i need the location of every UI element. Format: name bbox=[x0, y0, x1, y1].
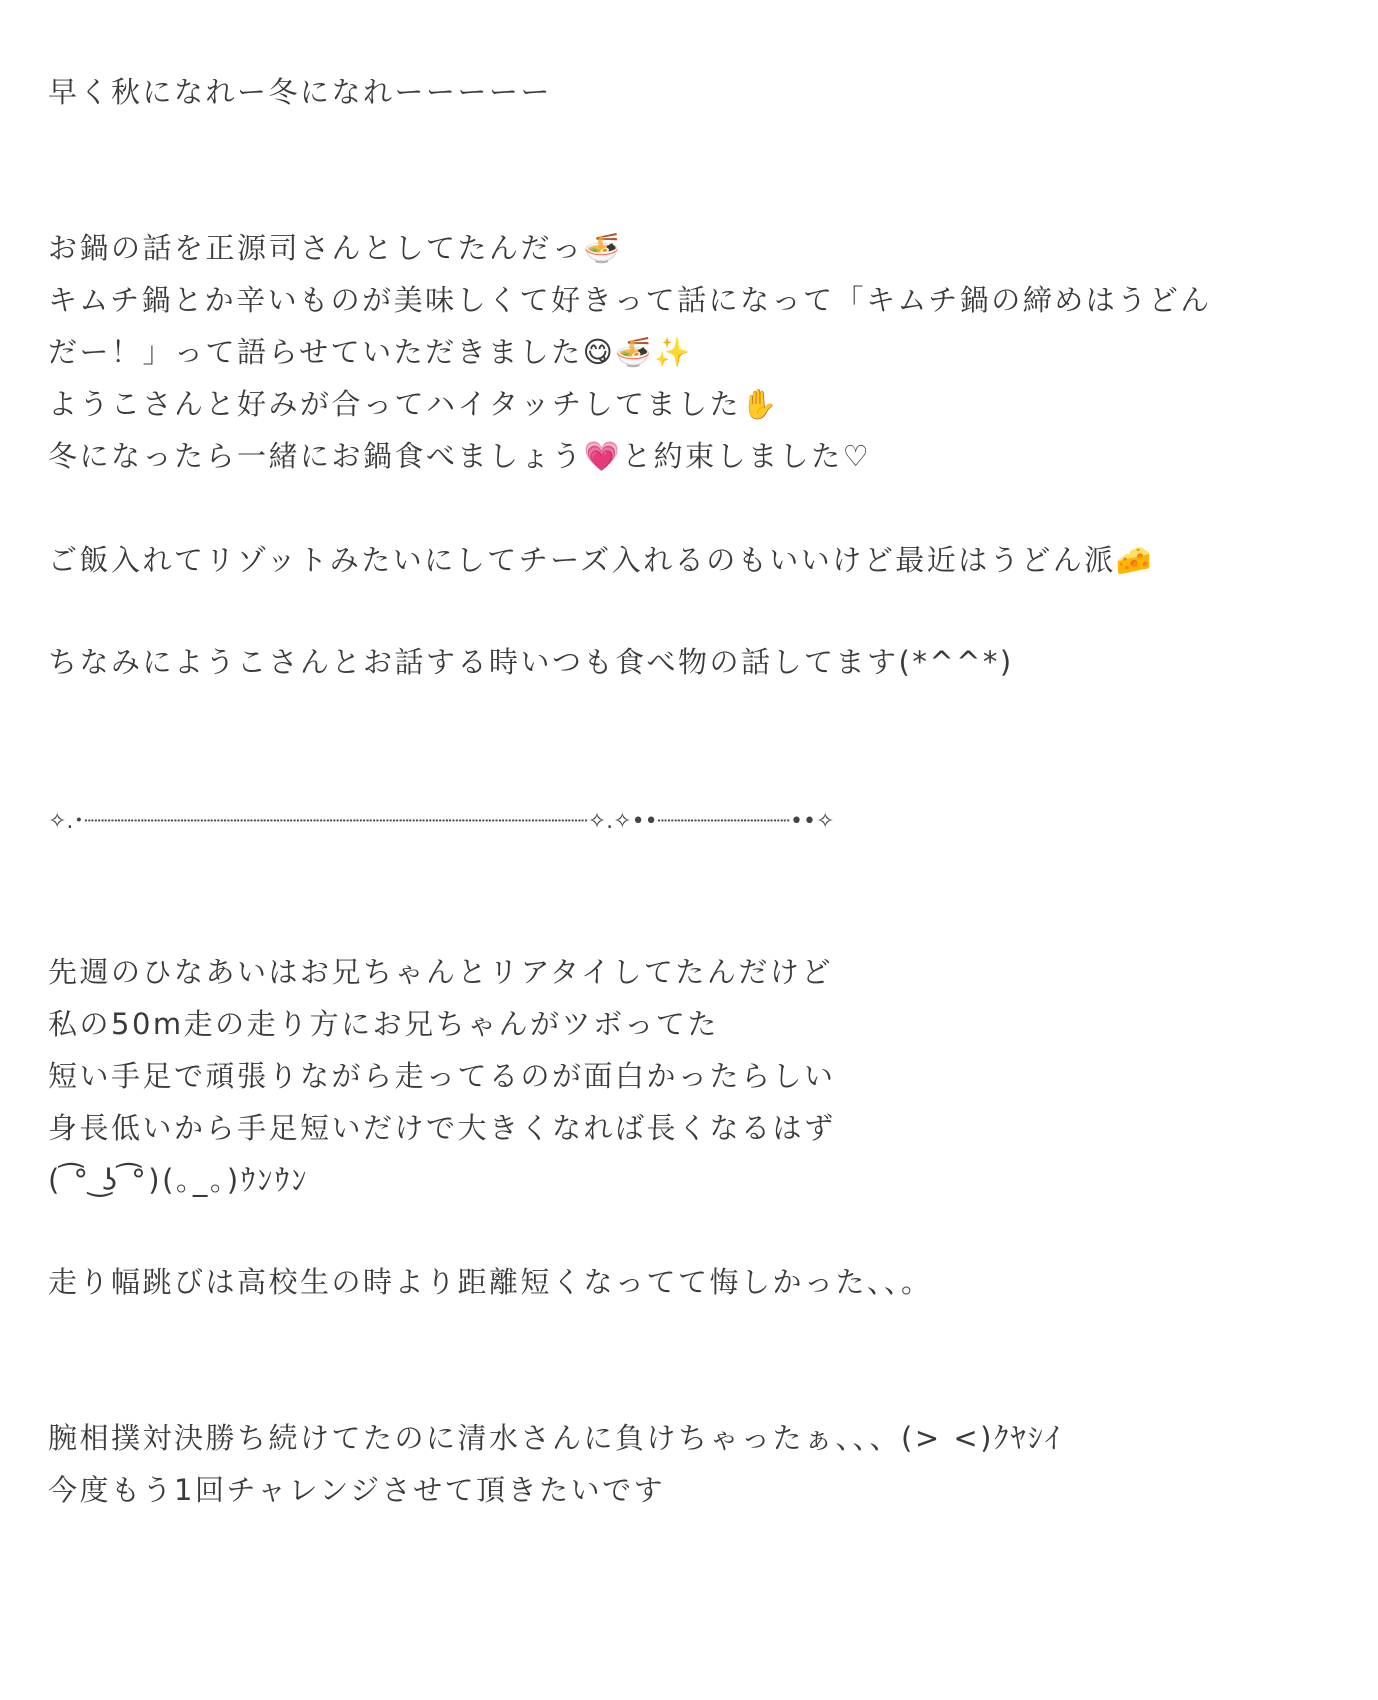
text-line: 腕相撲対決勝ち続けてたのに清水さんに負けちゃったぁ、、、(> <)ｸﾔｼｲ bbox=[48, 1421, 1062, 1455]
text-line: 早く秋になれー冬になれーーーーー bbox=[48, 75, 553, 109]
decorative-divider: ✧.･┈┈┈┈┈┈┈┈┈┈┈┈┈┈┈┈┈┈┈┈┈┈┈┈┈┈┈┈┈┈┈┈┈┈┈┈┈┈✧.✧••┈┈┈┈┈┈┈┈┈┈••✧ bbox=[48, 809, 835, 834]
text-line: 先週のひなあいはお兄ちゃんとリアタイしてたんだけど bbox=[48, 955, 833, 989]
text-line: 冬になったら一緒にお鍋食べましょう💗と約束しました♡ bbox=[48, 439, 872, 473]
text-line: だー！」って語らせていただきました😋🍜✨ bbox=[48, 335, 693, 369]
text-line: キムチ鍋とか辛いものが美味しくて好きって話になって「キムチ鍋の締めはうどん bbox=[48, 283, 1212, 317]
text-line: 身長低いから手足短いだけで大きくなれば長くなるはず bbox=[48, 1111, 836, 1145]
kaomoji-line: ( ͡° ͜ʖ ͡°)(｡_｡)ｳﾝｳﾝ bbox=[48, 1163, 309, 1197]
text-line: ご飯入れてリゾットみたいにしてチーズ入れるのもいいけど最近はうどん派🧀 bbox=[48, 543, 1155, 577]
text-line: ようこさんと好みが合ってハイタッチしてました✋ bbox=[48, 387, 780, 421]
text-line: 短い手足で頑張りながら走ってるのが面白かったらしい bbox=[48, 1059, 836, 1093]
text-line: 走り幅跳びは高校生の時より距離短くなってて悔しかった、、。 bbox=[48, 1265, 933, 1299]
text-line: お鍋の話を正源司さんとしてたんだっ🍜 bbox=[48, 231, 623, 265]
text-line: ちなみにようこさんとお話する時いつも食べ物の話してます(*^^*) bbox=[48, 645, 1014, 679]
text-line: 私の50m走の走り方にお兄ちゃんがツボってた bbox=[48, 1007, 719, 1041]
text-line: 今度もう1回チャレンジさせて頂きたいです bbox=[48, 1473, 666, 1507]
